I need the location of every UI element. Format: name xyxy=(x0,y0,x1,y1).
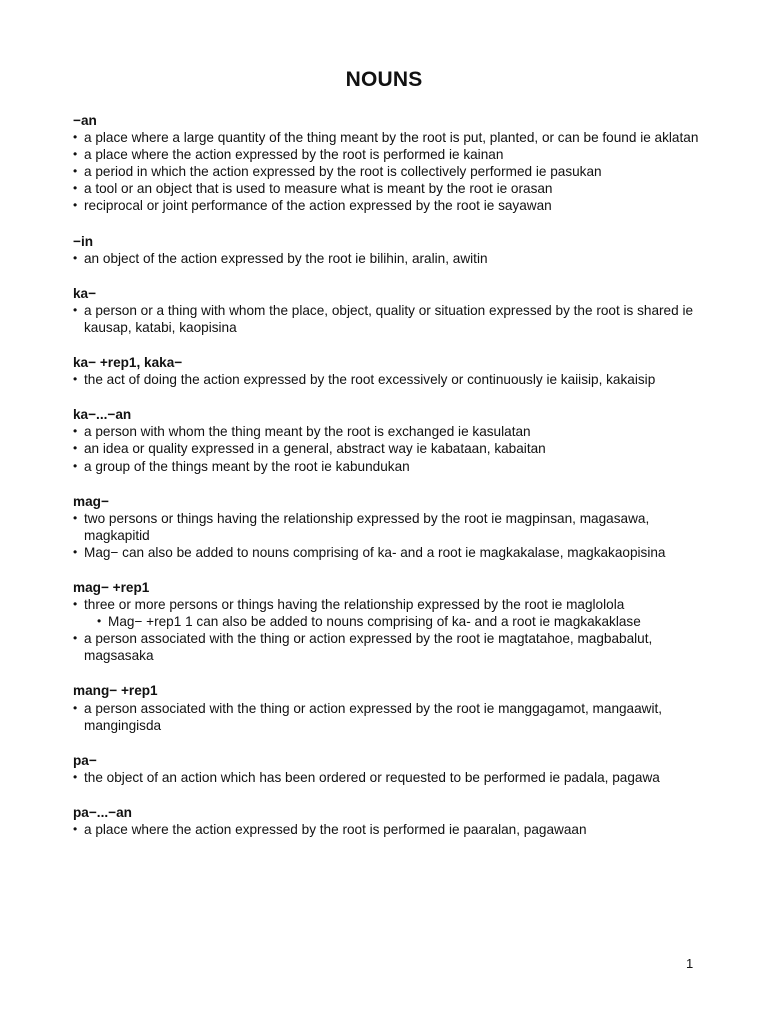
list-item: • the act of doing the action expressed by the root excessively or continuously ie kaiisip, kakaisip xyxy=(73,371,713,388)
list-item: • an object of the action expressed by the root ie bilihin, aralin, awitin xyxy=(73,250,713,267)
sub-list-item: • Mag− +rep1 1 can also be added to nouns comprising of ka- and a root ie magkakaklase xyxy=(97,613,713,630)
section-pa xyxy=(73,752,713,786)
list-item: • three or more persons or things having the relationship expressed by the root ie maglolola xyxy=(73,596,713,613)
list-item: • a place where the action expressed by the root is performed ie paaralan, pagawaan xyxy=(73,821,713,838)
section-mag-rep1 xyxy=(73,579,713,664)
section-heading: mag− +rep1 xyxy=(73,579,150,595)
section-mang-rep1 xyxy=(73,682,713,733)
list-item: • a tool or an object that is used to measure what is meant by the root ie orasan xyxy=(73,180,713,197)
section-ka-rep1 xyxy=(73,354,713,388)
page-number: 1 xyxy=(686,956,694,971)
list-item: • a place where the action expressed by the root is performed ie kainan xyxy=(73,146,713,163)
list-item: • a person associated with the thing or action expressed by the root ie magtatahoe, magbabalut, magsasaka xyxy=(73,630,713,664)
section-heading: ka− xyxy=(73,285,97,301)
definition-list xyxy=(73,302,713,336)
section-heading: pa− xyxy=(73,752,97,768)
list-item: • Mag− can also be added to nouns comprising of ka- and a root ie magkakalase, magkakaopisina xyxy=(73,544,713,561)
list-item: • a period in which the action expressed by the root is collectively performed ie pasukan xyxy=(73,163,713,180)
document-content xyxy=(73,112,713,856)
page-title: NOUNS xyxy=(345,68,423,91)
section-heading: −an xyxy=(73,113,97,128)
list-item: • reciprocal or joint performance of the action expressed by the root ie sayawan xyxy=(73,197,713,214)
section-heading: mag− xyxy=(73,493,109,509)
definition-list xyxy=(73,371,713,388)
definition-list xyxy=(73,596,713,664)
section-ka-an xyxy=(73,406,713,474)
definition-list xyxy=(73,700,713,734)
section-heading: mang− +rep1 xyxy=(73,683,158,699)
section-heading: pa−...−an xyxy=(73,804,132,820)
list-item: • an idea or quality expressed in a general, abstract way ie kabataan, kabaitan xyxy=(73,440,713,457)
list-item: • a group of the things meant by the root ie kabundukan xyxy=(73,458,713,475)
list-item: • a person with whom the thing meant by the root is exchanged ie kasulatan xyxy=(73,423,713,440)
definition-list xyxy=(73,250,713,267)
section-heading: ka− +rep1, kaka− xyxy=(73,355,183,371)
section-ka xyxy=(73,285,713,336)
section-pa-an xyxy=(73,804,713,838)
definition-list xyxy=(73,769,713,786)
definition-list xyxy=(73,423,713,474)
section-in xyxy=(73,233,713,267)
list-item: • two persons or things having the relationship expressed by the root ie magpinsan, magasawa, magkapitid xyxy=(73,510,713,544)
section-an xyxy=(73,112,713,215)
section-heading: −in xyxy=(73,233,94,249)
list-item: • a person or a thing with whom the place, object, quality or situation expressed by the root is shared ie kausap, katabi, kaopisina xyxy=(73,302,713,336)
section-heading: ka−...−an xyxy=(73,407,132,423)
definition-list xyxy=(73,129,713,214)
section-mag xyxy=(73,493,713,561)
definition-list xyxy=(73,510,713,561)
definition-list xyxy=(73,821,713,838)
list-item: • a person associated with the thing or action expressed by the root ie manggagamot, mangaawit, mangingisda xyxy=(73,700,713,734)
list-item: • a place where a large quantity of the thing meant by the root is put, planted, or can be found ie aklatan xyxy=(73,129,713,146)
list-item: • the object of an action which has been ordered or requested to be performed ie padala, pagawa xyxy=(73,769,713,786)
